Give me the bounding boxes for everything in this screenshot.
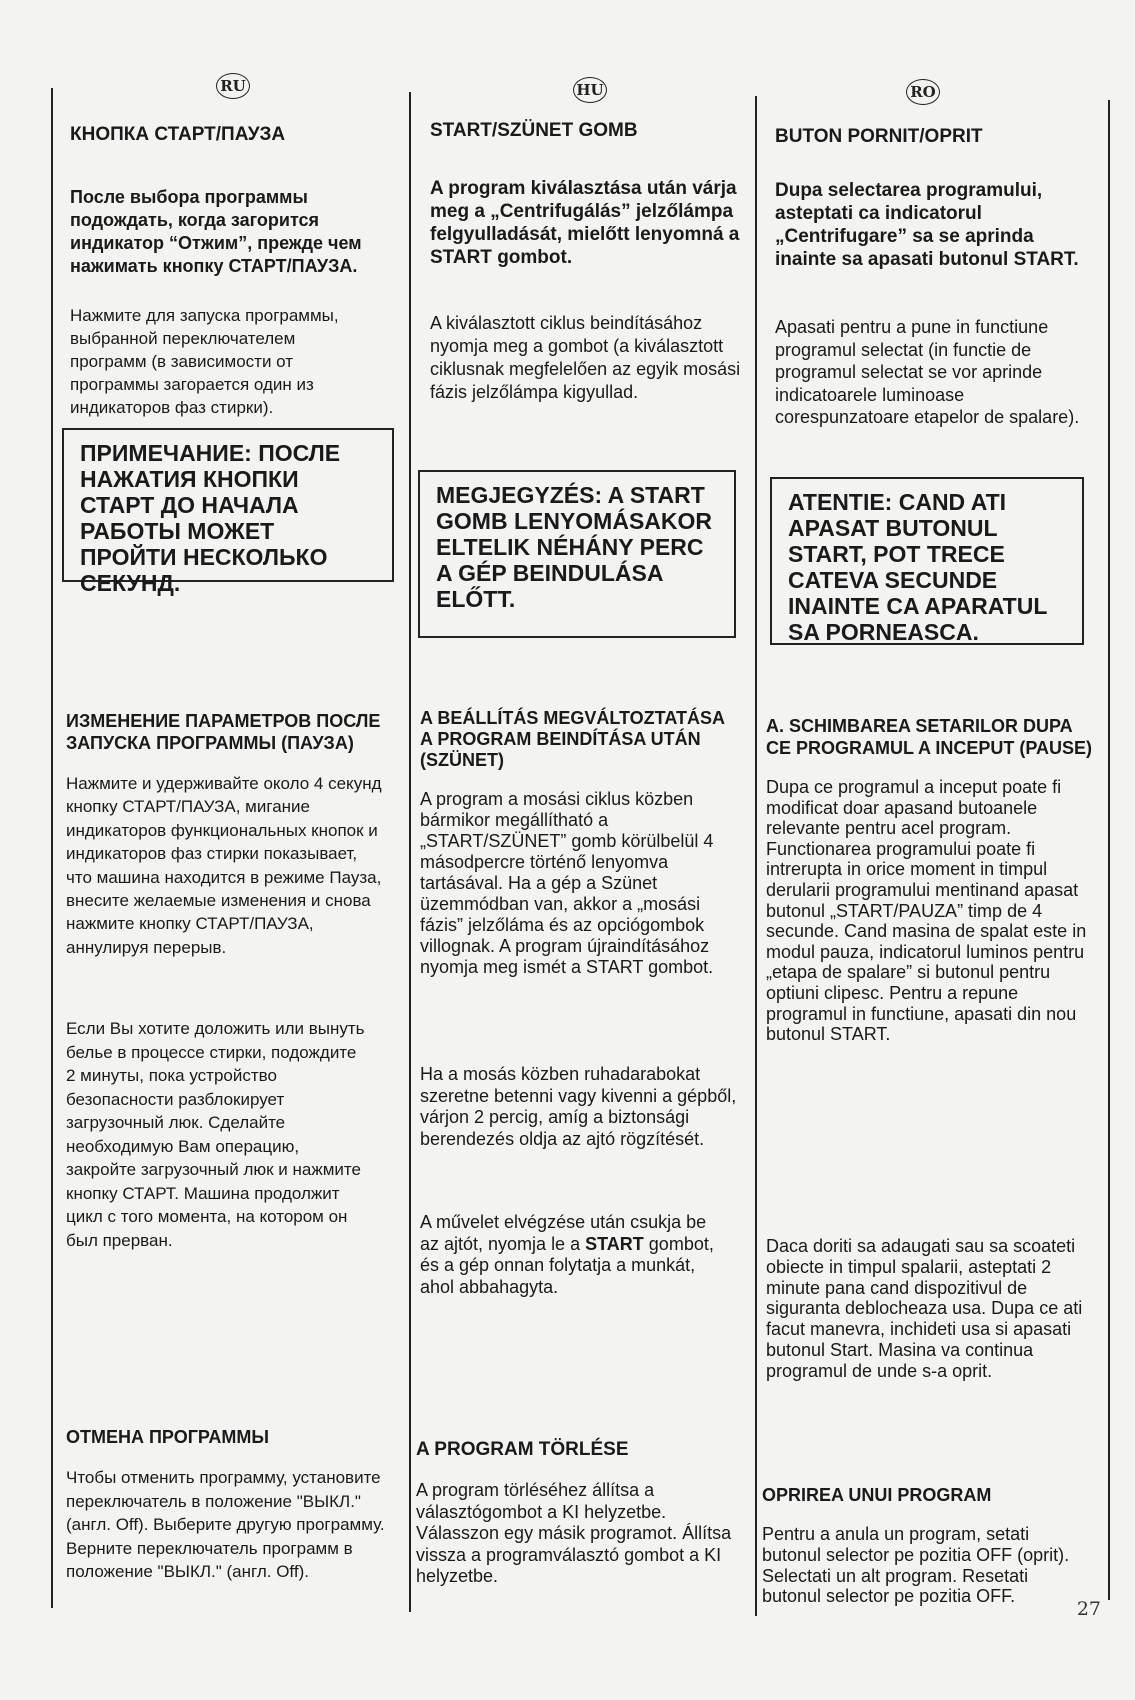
hu-change-body: A program a mosási ciklus közben bármikor megállítható a „START/SZÜNET” gomb körülbelül 4 másodpercre történő lenyomva tartásával. Ha a gép a Szünet üzemmódban van, akkor a „mosási fázis” jelzőláma és az opciógombok villognak. A program újraindításához nyomja meg ismét a START gombot. [420,789,714,977]
ro-section-title: BUTON PORNIT/OPRIT [775,126,983,147]
ro-note-text: ATENTIE: CAND ATI APASAT BUTONUL START, POT TRECE CATEVA SECUNDE INAINTE CA APARATUL SA PORNEASCA. [788,489,1047,645]
ro-cancel-body: Pentru a anula un program, setati butonul selector pe pozitia OFF (oprit). Selectati un alt program. Resetati butonul selector pe pozitia OFF. [762,1524,1070,1607]
ru-cancel-body: Чтобы отменить программу, установите переключатель в положение "ВЫКЛ." (англ. Off). Выберите другую программу. Верните переключатель программ в положение "ВЫКЛ." (англ. Off). [66,1468,385,1581]
ro-cancel-heading: OPRIREA UNUI PROGRAM [762,1485,992,1505]
ru-cancel-section [66,1408,386,1601]
ru-body-text: Нажмите для запуска программы, выбранной переключателем программ (в зависимости от программы загорается один из индикаторов фаз стирки). [70,306,339,417]
hu-change-section [420,690,740,996]
language-badge-ru: RU [216,73,250,99]
hu-change-heading: A BEÁLLÍTÁS MEGVÁLTOZTATÁSA A PROGRAM BEINDÍTÁSA UTÁN (SZÜNET) [420,708,725,770]
column-divider-left [51,88,53,1608]
hu-note-box [418,470,736,638]
ro-note-box [770,477,1084,645]
hu-body-text: A kiválasztott ciklus beindításához nyomja meg a gombot (a kiválasztott ciklusnak megfelelően az egyik mosási fázis jelzőlámpa kigyullad. [430,313,741,402]
hu-add-laundry-body: Ha a mosás közben ruhadarabokat szeretne betenni vagy kivenni a gépből, várjon 2 percig, amíg a biztonsági berendezés oldja az ajtó rögzítését. [420,1064,737,1149]
ro-add-laundry-body: Daca doriti sa adaugati sau sa scoateti obiecte in timpul spalarii, asteptati 2 minute pana cand dispozitivul de siguranta deblocheaza usa. Dupa ce ati facut manevra, inchideti usa si apasati butonul Start. Masina va continua programul de unde s-a oprit. [766,1236,1083,1381]
ro-change-section [766,697,1092,1063]
hu-after-start-bold: START [585,1233,644,1254]
language-badge-hu: HU [573,77,607,103]
ru-note-text: ПРИМЕЧАНИЕ: ПОСЛЕ НАЖАТИЯ КНОПКИ СТАРТ ДО НАЧАЛА РАБОТЫ МОЖЕТ ПРОЙТИ НЕСКОЛЬКО СЕКУНД. [80,440,341,596]
ru-change-body: Нажмите и удерживайте около 4 секунд кнопку СТАРТ/ПАУЗА, мигание индикаторов функциональных кнопок и индикаторов фаз стирки показывает, что машина находится в режиме Пауза, внесите желаемые изменения и снова нажмите кнопку СТАРТ/ПАУЗА, аннулируя перерыв. [66,774,382,957]
ro-change-body: Dupa ce programul a inceput poate fi modificat doar apasand butoanele relevante pentru acel program. Functionarea programului poate fi intrerupta in orice moment in timpul derularii programului mentinand apasat butonul „START/PAUZA” timp de 4 secunde. Cand masina de spalat este in modul pauza, indicatorul luminos pentru „etapa de spalare” si butonul pentru optiuni clipesc. Pentru a repune programul in functiune, apasati din nou butonul START. [766,777,1087,1045]
column-divider-right [1108,100,1110,1600]
hu-lead-text: A program kiválasztása után várja meg a „Centrifugálás” jelzőlámpa felgyulladását, mielőtt lenyomná a START gombot. [430,178,740,268]
ru-cancel-heading: ОТМЕНА ПРОГРАММЫ [66,1427,269,1447]
ru-note-box [62,428,394,596]
column-divider-middle-left [409,92,411,1612]
hu-cancel-body: A program törléséhez állítsa a választógombot a KI helyzetbe. Válasszon egy másik programot. Állítsa vissza a programválasztó gombot a KI helyzetbe. [416,1480,732,1586]
column-divider-middle-right [755,96,757,1616]
ro-cancel-section [762,1466,1092,1625]
ru-add-laundry-body: Если Вы хотите доложить или вынуть белье в процессе стирки, подождите 2 минуты, пока устройство безопасности разблокирует загрузочный люк. Сделайте необходимую Вам операцию, закройте загрузочный люк и нажмите кнопку СТАРТ. Машина продолжит цикл с того момента, на котором он был прерван. [66,1019,365,1250]
hu-after-text-1: A művelet elvégzése után csukja be az ajtót, nyomja le a [420,1212,707,1254]
language-badge-ro: RO [906,79,940,105]
ru-section-title: КНОПКА СТАРТ/ПАУЗА [70,124,286,145]
ru-lead-text: После выбора программы подождать, когда загорится индикатор “Отжим”, прежде чем нажимать кнопку СТАРТ/ПАУЗА. [70,187,362,276]
ro-body-text: Apasati pentru a pune in functiune programul selectat (in functie de programul selectat se vor aprinde indicatoarele luminoase corespunzatoare etapelor de spalare). [775,317,1080,427]
hu-note-text: MEGJEGYZÉS: A START GOMB LENYOMÁSAKOR ELTELIK NÉHÁNY PERC A GÉP BEINDULÁSA ELŐTT. [436,482,712,612]
hu-section-title: START/SZÜNET GOMB [430,120,638,141]
hu-cancel-section [416,1420,736,1606]
hu-after-text-2: gombot, és a gép onnan folytatja a munkát, ahol abbahagyta. [420,1233,714,1297]
ro-change-heading: A. SCHIMBAREA SETARILOR DUPA CE PROGRAMUL A INCEPUT (PAUSE) [766,716,1093,758]
ro-lead-text: Dupa selectarea programului, asteptati ca indicatorul „Centrifugare” sa se aprinda inainte sa apasati butonul START. [775,180,1079,270]
page-number: 27 [1076,1598,1101,1620]
hu-cancel-heading: A PROGRAM TÖRLÉSE [416,1439,629,1460]
ru-change-heading: ИЗМЕНЕНИЕ ПАРАМЕТРОВ ПОСЛЕ ЗАПУСКА ПРОГРАММЫ (ПАУЗА) [66,711,381,753]
ru-change-section [66,692,384,976]
hu-after-operation-body [420,1212,730,1298]
